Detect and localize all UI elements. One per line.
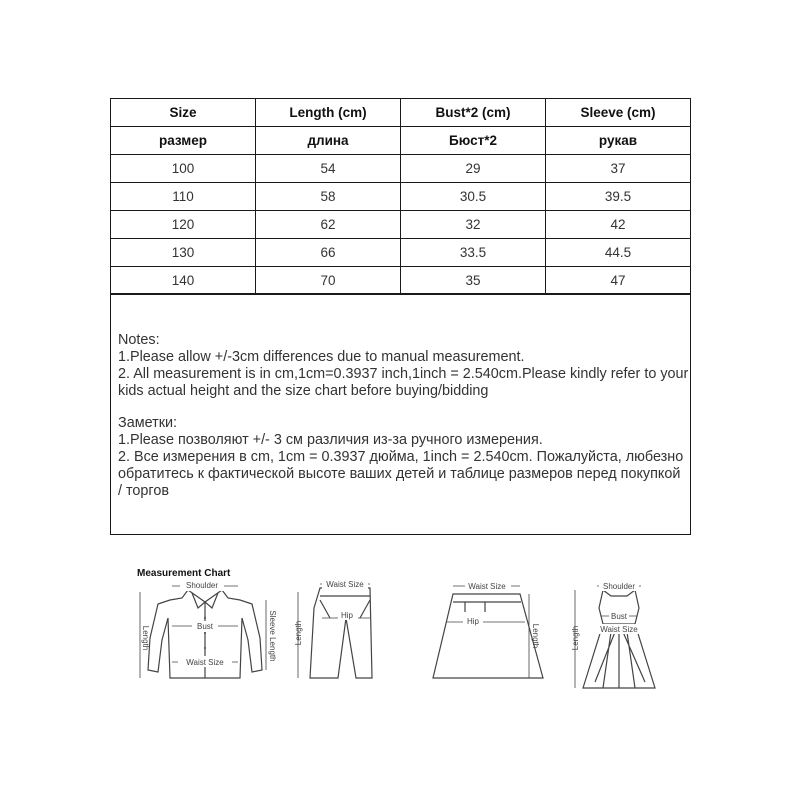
table-row <box>111 211 691 239</box>
notes-box <box>110 293 691 535</box>
table-cell: 54 <box>256 155 401 183</box>
table-cell: 29 <box>401 155 546 183</box>
table-cell: 37 <box>546 155 691 183</box>
table-cell: 35 <box>401 267 546 295</box>
note-line: kids actual height and the size chart before buying/bidding <box>118 383 489 399</box>
header-cell: Бюст*2 <box>401 127 546 155</box>
table-cell: 120 <box>111 211 256 239</box>
dress-shoulder-label: Shoulder <box>602 582 636 591</box>
table-cell: 140 <box>111 267 256 295</box>
shirt-waist-label: Waist Size <box>186 658 224 667</box>
header-cell: размер <box>111 127 256 155</box>
table-cell: 32 <box>401 211 546 239</box>
table-cell: 70 <box>256 267 401 295</box>
table-cell: 44.5 <box>546 239 691 267</box>
table-cell: 62 <box>256 211 401 239</box>
dress-bust-label: Bust <box>610 612 628 621</box>
header-cell: Bust*2 (cm) <box>401 99 546 127</box>
shirt-sleeve-label: Sleeve Length <box>268 610 277 662</box>
note-line: обратитесь к фактической высоте ваших детей и таблице размеров перед покупкой <box>118 466 681 482</box>
table-cell: 39.5 <box>546 183 691 211</box>
shirt-diagram <box>130 578 275 693</box>
skirt-hip-label: Hip <box>466 617 480 626</box>
table-cell: 47 <box>546 267 691 295</box>
table-header-ru <box>111 127 691 155</box>
pants-length-label: Length <box>294 620 303 646</box>
shirt-shoulder-label: Shoulder <box>185 581 219 590</box>
table-row <box>111 155 691 183</box>
table-cell: 130 <box>111 239 256 267</box>
dress-length-label: Length <box>571 625 580 651</box>
header-cell: Length (cm) <box>256 99 401 127</box>
table-cell: 42 <box>546 211 691 239</box>
pants-waist-label: Waist Size <box>326 580 364 589</box>
table-row <box>111 183 691 211</box>
table-header-en <box>111 99 691 127</box>
table-row <box>111 239 691 267</box>
pants-hip-label: Hip <box>340 611 354 620</box>
dress-diagram <box>565 578 675 698</box>
table-cell: 110 <box>111 183 256 211</box>
dress-waist-label: Waist Size <box>600 625 638 634</box>
skirt-waist-label: Waist Size <box>468 582 506 591</box>
measurement-chart-title: Measurement Chart <box>137 568 231 579</box>
notes-heading-ru: Заметки: <box>118 415 178 431</box>
skirt-length-label: Length <box>531 623 540 649</box>
table-row <box>111 267 691 295</box>
header-cell: Size <box>111 99 256 127</box>
header-cell: рукав <box>546 127 691 155</box>
note-line: 2. Все измерения в cm, 1cm = 0.3937 дюйма, 1inch = 2.540cm. Пожалуйста, любезно <box>118 449 684 465</box>
header-cell: длина <box>256 127 401 155</box>
note-line: 2. All measurement is in cm,1cm=0.3937 inch,1inch = 2.540cm.Please kindly refer to your <box>118 366 689 382</box>
table-cell: 66 <box>256 239 401 267</box>
shirt-length-label: Length <box>141 625 150 651</box>
shirt-bust-label: Bust <box>196 622 214 631</box>
note-line: 1.Please allow +/-3cm differences due to manual measurement. <box>118 349 525 365</box>
header-cell: Sleeve (cm) <box>546 99 691 127</box>
table-cell: 100 <box>111 155 256 183</box>
table-cell: 30.5 <box>401 183 546 211</box>
note-line: 1.Please позволяют +/- 3 см различия из-за ручного измерения. <box>118 432 543 448</box>
size-table <box>110 98 691 295</box>
skirt-diagram <box>425 578 550 693</box>
table-cell: 58 <box>256 183 401 211</box>
note-line: / торгов <box>118 483 170 499</box>
pants-diagram <box>290 578 385 693</box>
table-cell: 33.5 <box>401 239 546 267</box>
notes-heading-en: Notes: <box>118 332 160 348</box>
